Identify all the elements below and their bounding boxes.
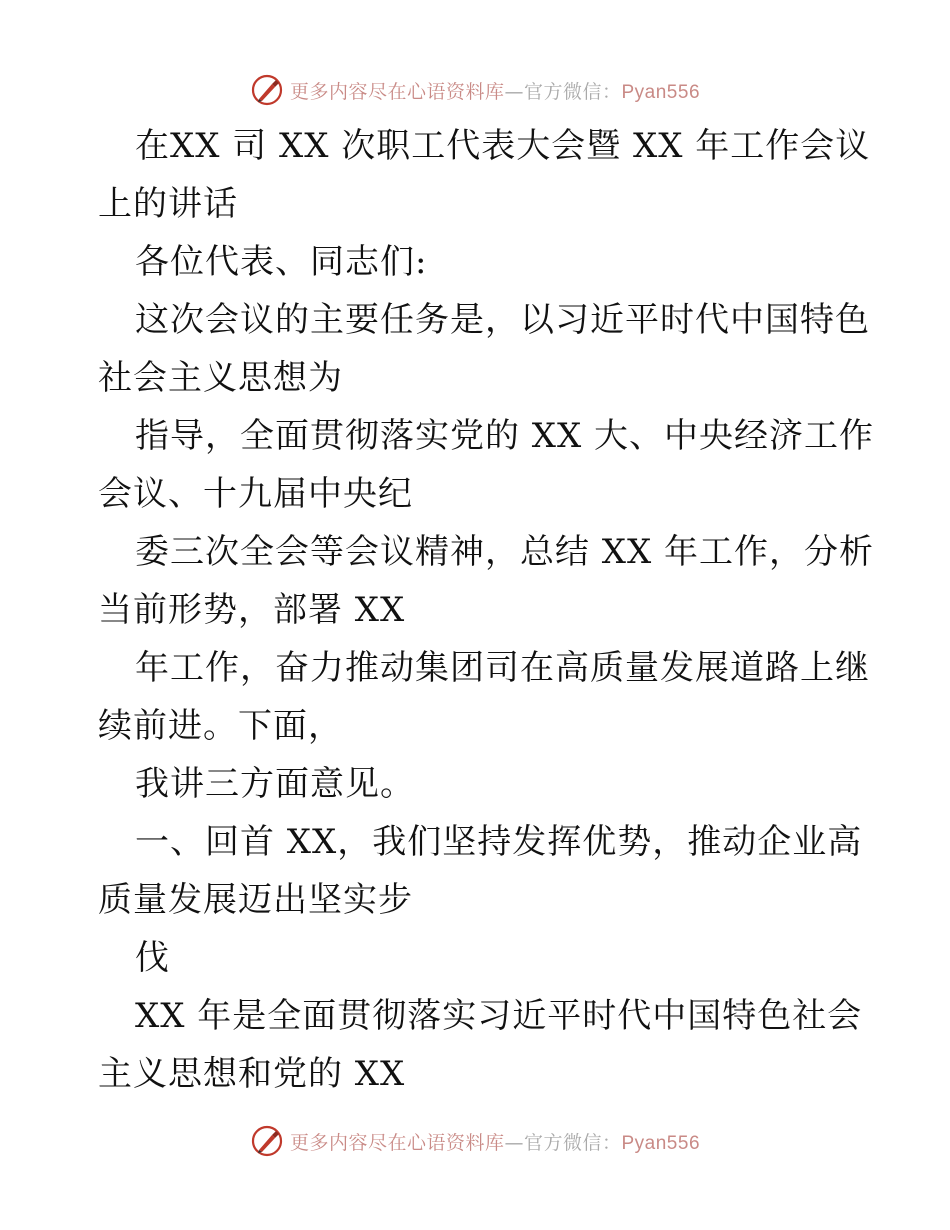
paragraph-line: XX 年是全面贯彻落实习近平时代中国特色社会 [135, 996, 863, 1036]
footer-slogan: 更多内容尽在心语资料库 [289, 1131, 505, 1154]
footer-separator: — [504, 1131, 524, 1154]
paragraph-line: 这次会议的主要任务是，以习近平时代中国特色 [135, 300, 870, 340]
header-separator: — [504, 80, 524, 103]
title-line-1: 在XX 司 XX 次职工代表大会暨 XX 年工作会议 [135, 126, 871, 166]
header-slogan: 更多内容尽在心语资料库 [289, 80, 505, 103]
header-official-label: 官方微信： [523, 80, 622, 103]
footer-wechat-handle: Pyan556 [621, 1132, 701, 1154]
header-banner-content [250, 73, 700, 107]
section-heading-line: 一、回首 XX，我们坚持发挥优势，推动企业高 [135, 822, 863, 862]
pen-logo-icon [250, 1124, 284, 1158]
paragraph-line: 年工作，奋力推动集团司在高质量发展道路上继 [135, 648, 870, 688]
header-wechat-handle: Pyan556 [621, 81, 701, 103]
footer-banner [0, 1121, 950, 1161]
section-heading-line: 伐 [135, 938, 170, 978]
paragraph-line: 当前形势，部署 XX [98, 590, 406, 630]
paragraph-line: 续前进。下面， [98, 706, 343, 746]
pen-logo-icon [250, 73, 284, 107]
paragraph-line: 委三次全会等会议精神，总结 XX 年工作，分析 [135, 532, 875, 572]
salutation-line: 各位代表、同志们: [135, 242, 428, 282]
document-body [98, 117, 875, 1103]
section-heading-line: 质量发展迈出坚实步 [98, 880, 413, 920]
paragraph-line: 主义思想和党的 XX [98, 1054, 406, 1094]
paragraph-line: 指导，全面贯彻落实党的 XX 大、中央经济工作 [135, 416, 875, 456]
title-line-2: 上的讲话 [98, 184, 238, 224]
paragraph-line: 社会主义思想为 [98, 358, 343, 398]
header-banner [0, 70, 950, 110]
footer-official-label: 官方微信： [523, 1131, 622, 1154]
footer-banner-text [290, 1128, 700, 1155]
header-banner-text [290, 77, 700, 104]
paragraph-line: 我讲三方面意见。 [135, 764, 415, 804]
footer-banner-content [250, 1124, 700, 1158]
paragraph-line: 会议、十九届中央纪 [98, 474, 413, 514]
